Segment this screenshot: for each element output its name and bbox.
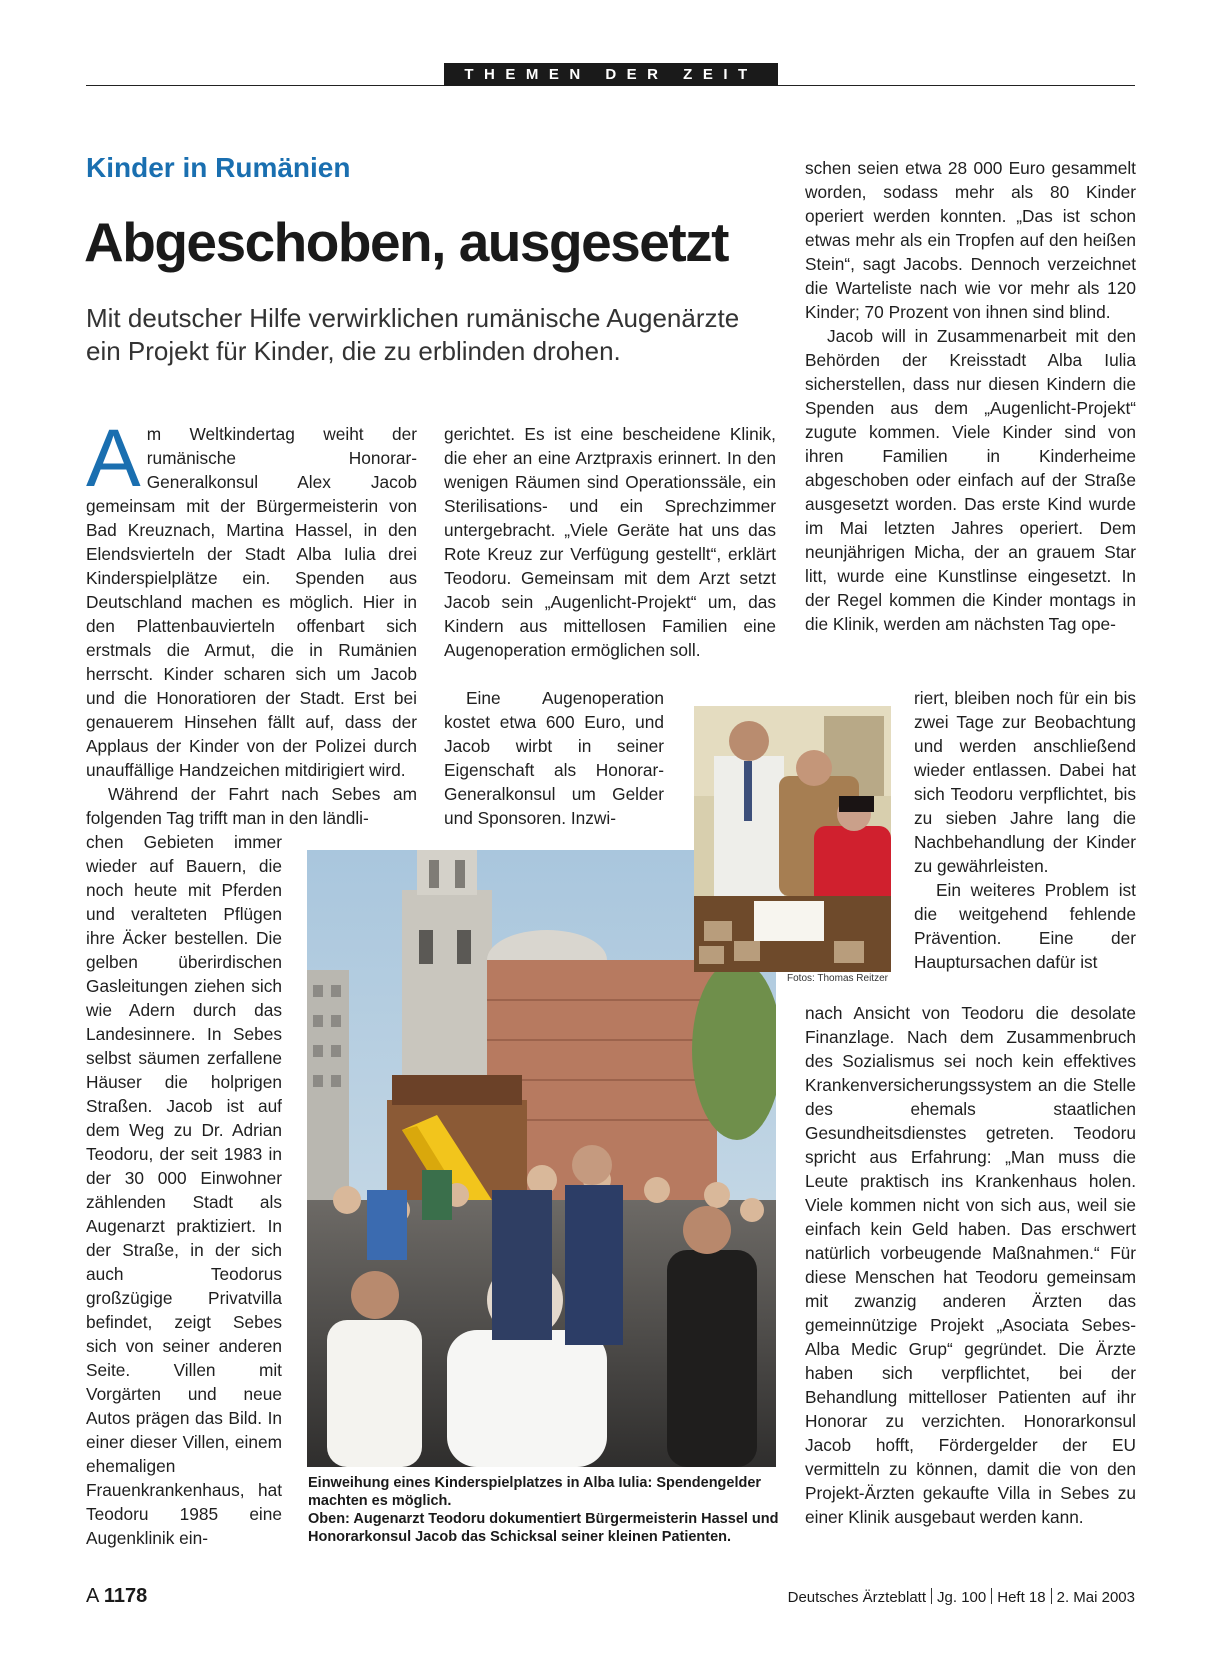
- article-kicker: Kinder in Rumänien: [86, 152, 351, 183]
- article-deck: Mit deutscher Hilfe verwirklichen rumänische Augenärzte ein Projekt für Kinder, die zu erblinden drohen.: [86, 303, 740, 366]
- body-paragraph: nach Ansicht von Teodoru die desolate Finanzlage. Nach dem Zusammenbruch des Sozialismus sei noch kein effektives Krankenversicherungssystem an die Stelle des ehemals staatlichen Gesundheitsdienstes getreten. Teodoru spricht aus Erfahrung: „Man muss die Leute praktisch ins Krankenhaus holen. Viele kommen nicht von sich aus, weil sie einfach kein Geld haben. Das erschwert natürlich vorbeugende Maßnahmen.“ Für diese Menschen hat Teodoru gemeinsam mit zwanzig anderen Ärzten das gemeinnützige Projekt „Asociata Sebes-Alba Medic Grup“ gegründet. Die Ärzte haben sich verpflichtet, bei der Behandlung mittelloser Patienten auf ihr Honorar zu verzichten. Honorarkonsul Jacob hofft, Fördergelder der EU vermitteln zu können, damit die von den Projekt-Ärzten gekaufte Villa in Sebes zu einer Klinik ausgebaut werden kann.: [805, 1003, 1136, 1527]
- page-number: [86, 1585, 147, 1608]
- article-column-3-narrow: [914, 686, 1136, 974]
- article-column-2-narrow: [444, 686, 664, 830]
- page-number-value: 1178: [103, 1585, 148, 1607]
- article-column-3: [805, 156, 1136, 636]
- body-paragraph: chen Gebieten immer wieder auf Bauern, die noch heute mit Pferden und veralteten Pflügen ihre Äcker bestellen. Die gelben überirdischen Gasleitungen ziehen sich wie Adern durch das Landesinnere. In Sebes selbst säumen zerfallene Häuser die holprigen Straßen. Jacob ist auf dem Weg zu Dr. Adrian Teodoru, der seit 1983 in der 30 000 Einwohner zählenden Stadt als Augenarzt praktiziert. In der Straße, in der sich auch Teodorus großzügige Privatvilla befindet, zeigt Sebes sich von seiner anderen Seite. Villen mit Vorgärten und neue Autos prägen das Bild. In einer dieser Villen, einem ehemaligen Frauenkrankenhaus, hat Teodoru 1985 eine Augenklinik ein-: [86, 832, 282, 1548]
- article-column-3-lower: [805, 1001, 1136, 1529]
- article-column-2: [444, 422, 776, 662]
- journal-footer: [783, 1588, 1135, 1606]
- journal-date: 2. Mai 2003: [1056, 1589, 1135, 1606]
- section-label: THEMEN DER ZEIT: [444, 63, 778, 86]
- journal-volume: Jg. 100: [937, 1589, 987, 1606]
- journal-issue: Heft 18: [997, 1589, 1046, 1606]
- body-paragraph: m Weltkindertag weiht der rumänische Honorar-Generalkonsul Alex Jacob gemeinsam mit der Bürgermeisterin von Bad Kreuznach, Martina Hassel, in den Elendsvierteln der Stadt Alba Iulia drei Kinderspielplätze ein. Spenden aus Deutschland machen es möglich. Hier in den Plattenbauvierteln offenbart sich erstmals die Armut, die in Rumänien herrscht. Kinder scharen sich um Jacob und die Honoratioren der Stadt. Erst bei genauerem Hinsehen fällt auf, dass der Applaus der Kinder von der Polizei durch unauffällige Handzeichen mitdirigiert wird.: [86, 424, 417, 780]
- body-paragraph: Während der Fahrt nach Sebes am folgenden Tag trifft man in den ländli-: [86, 784, 417, 828]
- article-column-1-narrow: [86, 830, 282, 1550]
- clinic-meeting-photo: [694, 706, 891, 972]
- body-paragraph: Jacob will in Zusammenarbeit mit den Behörden der Kreisstadt Alba Iulia sicherstellen, dass nur diesen Kindern die Spenden aus dem „Augenlicht-Projekt“ zugute kommen. Viele Kinder sind von ihren Familien in Kinderheime abgeschoben oder einfach auf der Straße ausgesetzt worden. Das erste Kind wurde im Mai letzten Jahres operiert. Dem neunjährigen Micha, der an grauem Star litt, wurde eine Kunstlinse eingesetzt. In der Regel kommen die Kinder montags in die Klinik, werden am nächsten Tag ope-: [805, 326, 1136, 634]
- caption-line: Oben: Augenarzt Teodoru dokumentiert Bürgermeisterin Hassel und Honorarkonsul Jacob das Schicksal seiner kleinen Patienten.: [308, 1511, 779, 1545]
- caption-line: Einweihung eines Kinderspielplatzes in Alba Iulia: Spendengelder machten es möglich.: [308, 1475, 762, 1509]
- body-paragraph: schen seien etwa 28 000 Euro gesammelt worden, sodass mehr als 80 Kinder operiert werden konnten. „Das ist schon etwas mehr als ein Tropfen auf den heißen Stein“, sagt Jacobs. Dennoch verzeichnet die Warteliste nach wie vor mehr als 120 Kinder; 70 Prozent von ihnen sind blind.: [805, 158, 1136, 322]
- photo-credit: Fotos: Thomas Reitzer: [787, 973, 888, 984]
- footer-separator: [1051, 1588, 1052, 1604]
- photo-caption: [308, 1474, 784, 1546]
- drop-cap: A: [86, 413, 141, 504]
- footer-separator: [991, 1588, 992, 1604]
- article-headline: Abgeschoben, ausgesetzt: [84, 211, 728, 273]
- body-paragraph: Ein weiteres Problem ist die weitgehend fehlende Prävention. Eine der Hauptursachen dafür ist: [914, 880, 1136, 972]
- body-paragraph: Eine Augenoperation kostet etwa 600 Euro, und Jacob wirbt in seiner Eigenschaft als Honorar-Generalkonsul um Gelder und Sponsoren. Inzwi-: [444, 688, 664, 828]
- body-paragraph: riert, bleiben noch für ein bis zwei Tage zur Beobachtung und werden anschließend wieder entlassen. Dabei hat sich Teodoru verpflichtet, bis zu sieben Jahre lang die Nachbehandlung der Kinder zu gewährleisten.: [914, 688, 1136, 876]
- body-paragraph: gerichtet. Es ist eine bescheidene Klinik, die eher an eine Arztpraxis erinnert. In den wenigen Räumen sind Operationssäle, ein Sterilisations- und ein Sprechzimmer untergebracht. „Viele Geräte hat uns das Rote Kreuz zur Verfügung gestellt“, erklärt Teodoru. Gemeinsam mit dem Arzt setzt Jacob sein „Augenlicht-Projekt“ um, das Kindern aus mittellosen Familien eine Augenoperation ermöglichen soll.: [444, 424, 776, 660]
- footer-separator: [931, 1588, 932, 1604]
- journal-name: Deutsches Ärzteblatt: [787, 1589, 927, 1606]
- page-prefix: A: [86, 1585, 99, 1607]
- article-column-1: [86, 413, 417, 830]
